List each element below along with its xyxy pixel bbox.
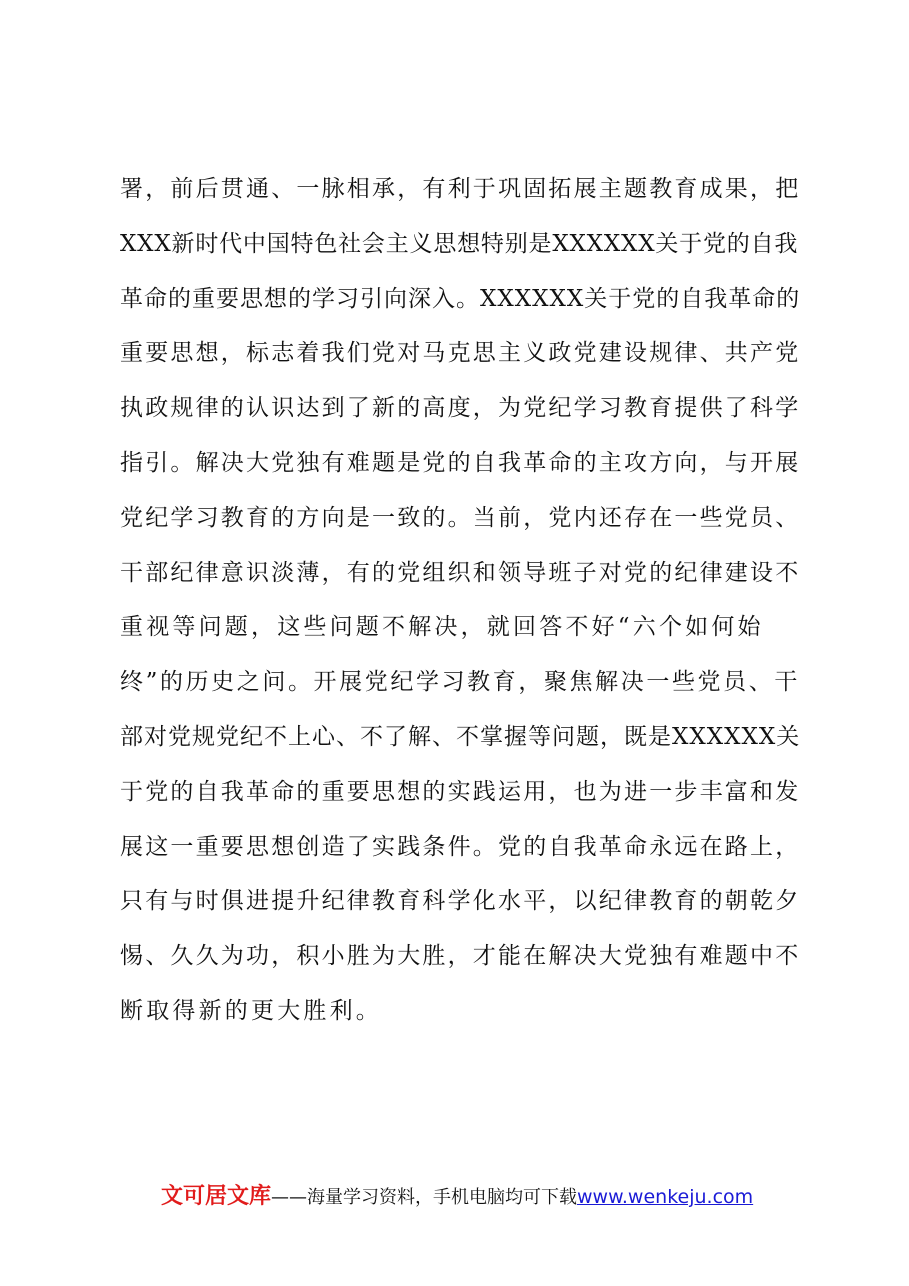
text-line: 党纪学习教育的方向是一致的。当前，党内还存在一些党员、 <box>120 504 801 531</box>
text-line: 断取得新的更大胜利。 <box>120 997 382 1024</box>
text-line: XXX新时代中国特色社会主义思想特别是XXXXXX关于党的自我 <box>120 230 799 257</box>
text-line: 干部纪律意识淡薄，有的党组织和领导班子对党的纪律建设不 <box>120 559 801 586</box>
text-line: 展这一重要思想创造了实践条件。党的自我革命永远在路上， <box>120 833 801 860</box>
text-line: 革命的重要思想的学习引向深入。XXXXXX关于党的自我革命的 <box>120 285 801 312</box>
text-line: 于党的自我革命的重要思想的实践运用，也为进一步丰富和发 <box>120 778 801 805</box>
text-line: 只有与时俱进提升纪律教育科学化水平，以纪律教育的朝乾夕 <box>120 888 801 915</box>
text-line: 重视等问题，这些问题不解决，就回答不好“六个如何始 <box>120 614 764 641</box>
body-paragraph <box>120 162 800 1039</box>
text-line: 执政规律的认识达到了新的高度，为党纪学习教育提供了科学 <box>120 395 801 422</box>
text-line: 惕、久久为功，积小胜为大胜，才能在解决大党独有难题中不 <box>120 943 801 970</box>
text-line: 终”的历史之问。开展党纪学习教育，聚焦解决一些党员、干 <box>120 669 800 696</box>
footer-banner <box>161 1182 801 1212</box>
text-line: 指引。解决大党独有难题是党的自我革命的主攻方向，与开展 <box>120 449 801 476</box>
text-line: 署，前后贯通、一脉相承，有利于巩固拓展主题教育成果，把 <box>120 176 801 202</box>
footer-website-link[interactable]: www.wenkeju.com <box>577 1186 754 1208</box>
text-line: 部对党规党纪不上心、不了解、不掌握等问题，既是XXXXXX关 <box>120 723 801 750</box>
footer-brand: 文可居文库 <box>161 1184 272 1209</box>
text-line: 重要思想，标志着我们党对马克思主义政党建设规律、共产党 <box>120 340 801 367</box>
footer-tagline: ——海量学习资料，手机电脑均可下载 <box>271 1187 578 1208</box>
